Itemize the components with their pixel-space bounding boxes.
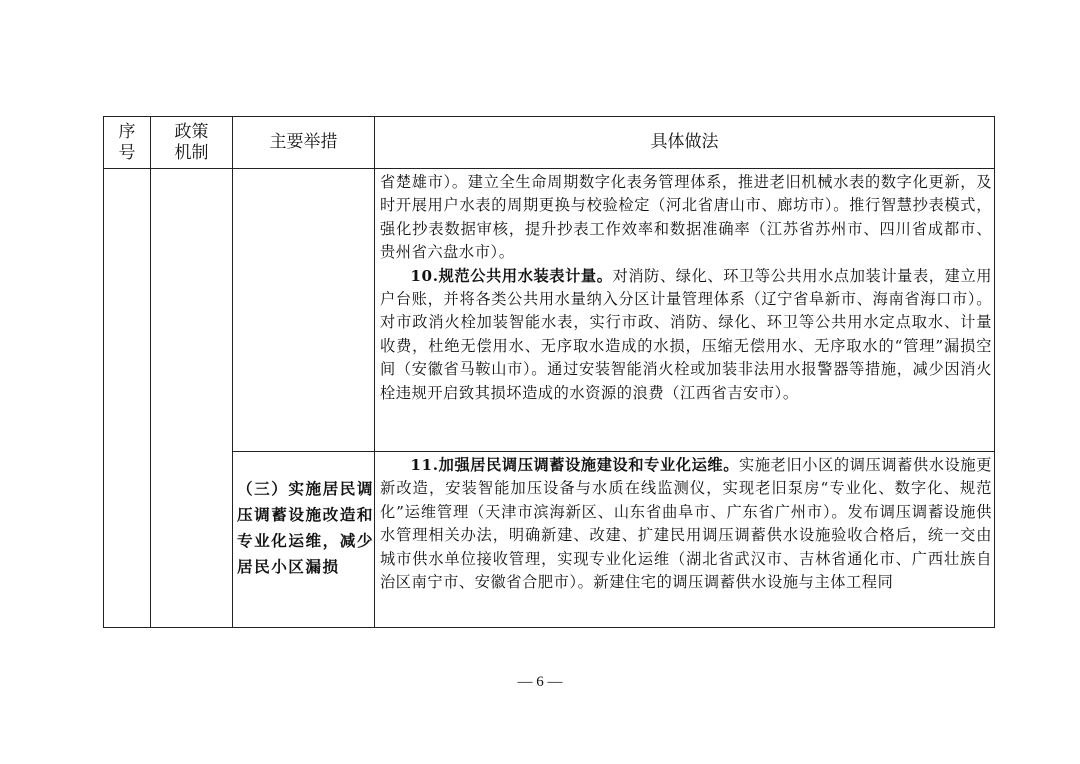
practice-cell-row1 [380,171,992,405]
page-number: — 6 — [517,674,563,690]
header-divider [104,168,994,169]
header-practice: 具体做法 [650,132,719,152]
column-divider [232,117,233,627]
row-divider [232,451,994,452]
header-measure: 主要举措 [269,132,338,152]
header-mechanism: 政策 机制 [174,121,209,163]
measure-cell-row2: （三）实施居民调压调蓄设施改造和专业化运维，减少居民小区漏损 [237,479,374,576]
column-divider [374,117,375,627]
header-seq: 序 号 [118,121,136,163]
practice-paragraph: 11.加强居民调压调蓄设施建设和专业化运维。实施老旧小区的调压调蓄供水设施更新改造，安装智能加压设备与水质在线监测仪，实现老旧泵房“专业化、数字化、规范化”运维管理（天津市滨海新区、山东省曲阜市、广东省广州市）。发布调压调蓄设施供水管理相关办法，明确新建、改建、扩建民用调压调蓄供水设施验收合格后，统一交由城市供水单位接收管理，实现专业化运维（湖北省武汉市、吉林省通化市、广西壮族自治区南宁市、安徽省合肥市）。新建住宅的调压调蓄供水设施与主体工程同 [380,456,992,592]
practice-cell-row2 [380,454,992,594]
practice-paragraph: 省楚雄市）。建立全生命周期数字化表务管理体系，推进老旧机械水表的数字化更新，及时开展用户水表的周期更换与校验检定（河北省唐山市、廊坊市）。推行智慧抄表模式，强化抄表数据审核，提升抄表工作效率和数据准确率（江苏省苏州市、四川省成都市、贵州省六盘水市）。 [380,173,992,262]
column-divider [150,117,151,627]
policy-table [103,116,995,628]
practice-paragraph: 10.规范公共用水装表计量。对消防、绿化、环卫等公共用水点加装计量表，建立用户台账，并将各类公共用水量纳入分区计量管理体系（辽宁省阜新市、海南省海口市）。对市政消火栓加装智能水表，实行市政、消防、绿化、环卫等公共用水定点取水、计量收费，杜绝无偿用水、无序取水造成的水损，压缩无偿用水、无序取水的“管理”漏损空间（安徽省马鞍山市）。通过安装智能消火栓或加装非法用水报警器等措施，减少因消火栓违规开启致其损坏造成的水资源的浪费（江西省吉安市）。 [380,266,992,402]
